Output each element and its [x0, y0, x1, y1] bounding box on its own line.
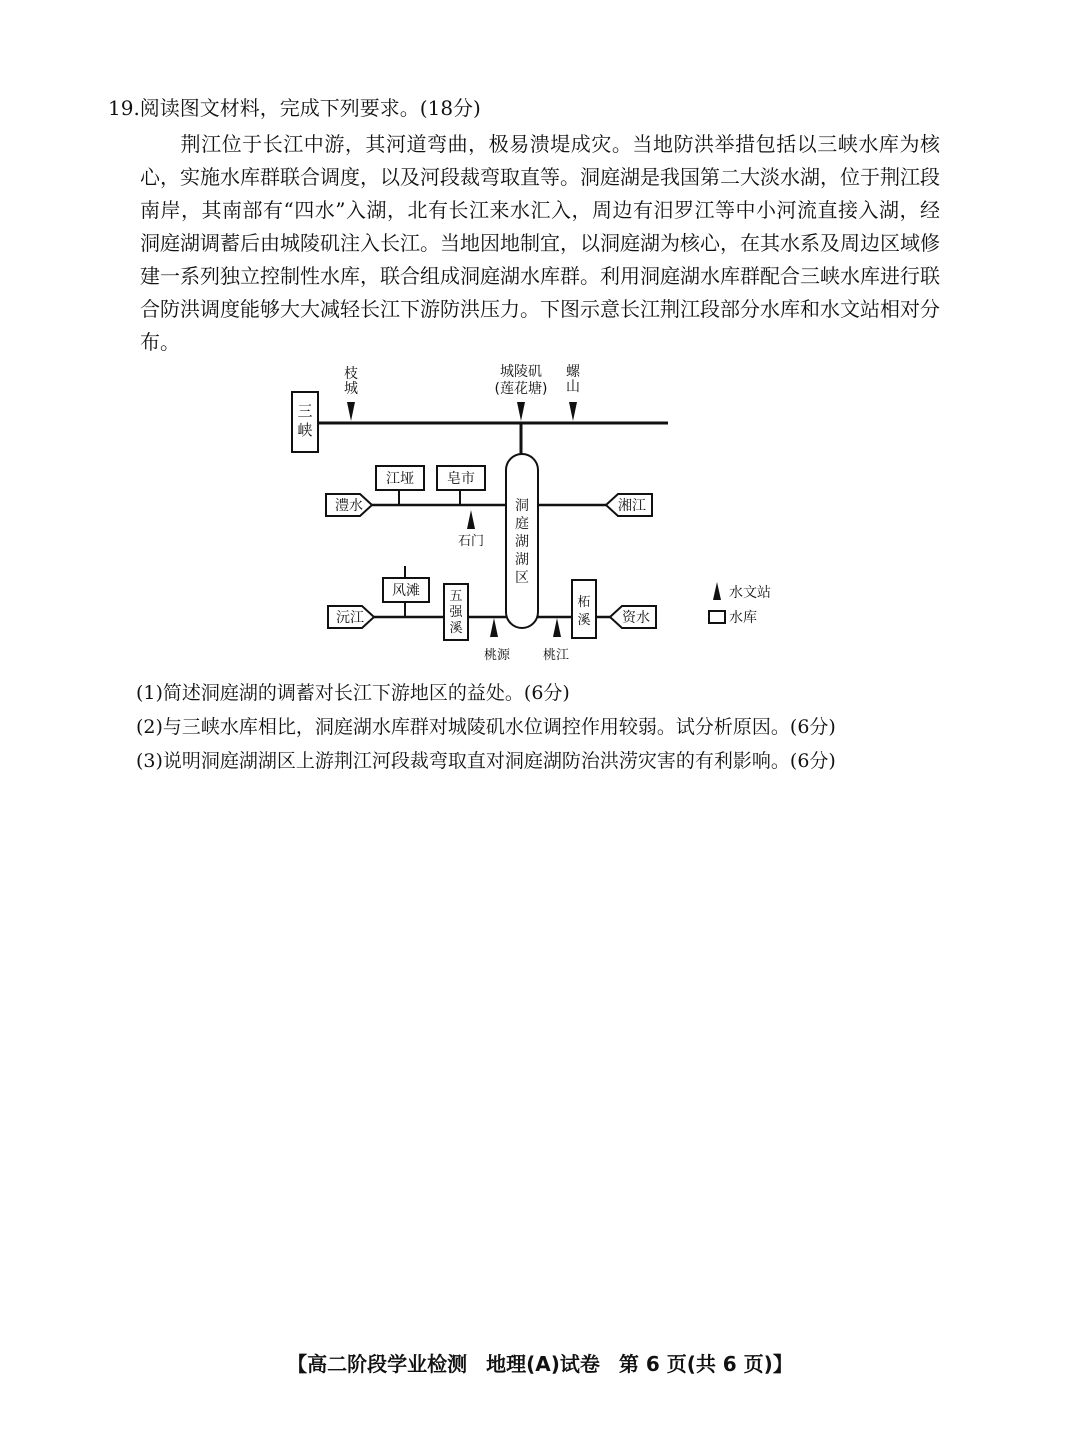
chenglingji-station-marker [517, 402, 525, 421]
zhexi-label-1: 柘 [577, 595, 591, 610]
dongting-label-3: 湖 [515, 534, 529, 550]
lianhuatang-label: (莲花塘) [494, 381, 548, 397]
jiangya-label: 江垭 [386, 471, 414, 487]
zishui-label: 资水 [622, 610, 650, 626]
footer-subject: 地理(A)试卷 [486, 1352, 600, 1376]
dongting-label-4: 湖 [515, 552, 529, 568]
taoyuan-label: 桃源 [483, 648, 511, 663]
lishui-label: 澧水 [335, 498, 363, 514]
legend-station-icon [713, 582, 721, 600]
zhicheng-label-1: 枝 [344, 366, 358, 382]
page-footer [0, 1348, 1080, 1377]
sanxia-label-2: 峡 [297, 421, 313, 439]
legend-reservoir-icon [709, 611, 725, 623]
dongting-label-1: 洞 [515, 498, 529, 514]
yuanjiang-label: 沅江 [336, 610, 364, 626]
taojiang-label: 桃江 [542, 648, 570, 663]
shimen-station-marker [467, 510, 475, 529]
wuqiangxi-label-1: 五 [449, 589, 463, 604]
wuqiangxi-label-2: 强 [449, 605, 463, 620]
sub-question-2: (2)与三峡水库相比，洞庭湖水库群对城陵矶水位调控作用较弱。试分析原因。(6分) [136, 716, 836, 738]
dongting-label-5: 区 [515, 570, 529, 586]
sub-question-1: (1)简述洞庭湖的调蓄对长江下游地区的益处。(6分) [136, 682, 570, 704]
zaoshi-label: 皂市 [447, 471, 475, 487]
sanxia-label-1: 三 [297, 402, 313, 420]
luoshan-station-marker [569, 402, 577, 421]
zhicheng-label-2: 城 [344, 381, 358, 397]
luoshan-label-2: 山 [566, 379, 580, 395]
shimen-label: 石门 [457, 534, 485, 549]
chenglingji-label: 城陵矶 [500, 364, 542, 380]
sub-questions [136, 676, 836, 778]
dongting-label-2: 庭 [515, 516, 529, 532]
legend-station-label: 水文站 [729, 585, 771, 601]
wuqiangxi-label-3: 溪 [449, 621, 463, 636]
question-heading: 19.阅读图文材料，完成下列要求。(18分) [108, 96, 481, 120]
footer-page-number: 第 6 页(共 6 页)】 [618, 1352, 793, 1376]
sub-question-3: (3)说明洞庭湖湖区上游荆江河段裁弯取直对洞庭湖防治洪涝灾害的有利影响。(6分) [136, 750, 836, 772]
taojiang-station-marker [553, 618, 561, 637]
fengtan-label: 风滩 [392, 583, 420, 599]
material-text: 荆江位于长江中游，其河道弯曲，极易溃堤成灾。当地防洪举措包括以三峡水库为核心，实施水库群联合调度，以及河段裁弯取直等。洞庭湖是我国第二大淡水湖，位于荆江段南岸，其南部有“四水”入湖，北有长江来水汇入，周边有汨罗江等中小河流直接入湖，经洞庭湖调蓄后由城陵矶注入长江。当地因地制宜，以洞庭湖为核心，在其水系及周边区域修建一系列独立控制性水库，联合组成洞庭湖水库群。利用洞庭湖水库群配合三峡水库进行联合防洪调度能够大大减轻长江下游防洪压力。下图示意长江荆江段部分水库和水文站相对分布。 [140, 132, 940, 354]
zhexi-label-2: 溪 [577, 613, 591, 628]
legend-reservoir-label: 水库 [729, 610, 757, 626]
luoshan-label-1: 螺 [566, 364, 580, 380]
footer-exam-name: 【高二阶段学业检测 [287, 1352, 468, 1376]
xiangjiang-label: 湘江 [618, 498, 646, 514]
taoyuan-station-marker [490, 618, 498, 637]
zhicheng-station-marker [347, 402, 355, 421]
